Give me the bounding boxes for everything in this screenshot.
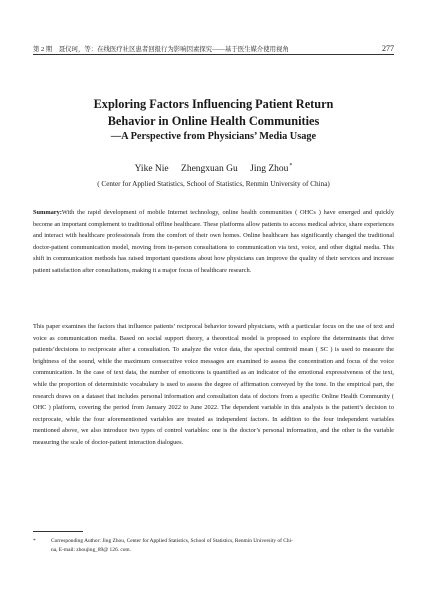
header-divider [33, 54, 394, 55]
author-name: Zhengxuan Gu [181, 164, 238, 175]
author-name: Yike Nie [134, 164, 169, 175]
summary-label: Summary: [33, 209, 62, 216]
corresponding-author-mark: * [289, 163, 293, 169]
affiliation: ( Center for Applied Statistics, School of Statistics, Renmin University of China) [97, 180, 330, 188]
paper-subtitle: —A Perspective from Physicians’ Media Usage [110, 131, 317, 142]
header-author: 聂仪珂，等： [58, 46, 98, 53]
header-running-title: 在线医疗社区患者回报行为影响因素探究——基于医生媒介使用视角 [97, 46, 289, 53]
title-line-2: Behavior in Online Health Communities [107, 114, 320, 128]
author-list [0, 163, 427, 174]
running-header-left [33, 44, 289, 53]
issue-label: 第 2 期 [33, 46, 53, 53]
footnote-mark: * [33, 538, 36, 544]
footnote-line-1 [33, 537, 394, 546]
footnote-line-2: na, E-mail: zhoujing_89@ 126. com. [51, 546, 131, 553]
body-paragraph: This paper examines the factors that influence patients’ reciprocal behavior toward physicians, with a particular focus on the use of text and voice as communication media. Based on social support theory, a theoretical model is proposed to explore the determinants that drive patients’decisions to reciprocate after a consultation. To analyze the voice data, the spectral centroid mean ( SC ) is used to measure the brightness of the sound, while the maximum consecutive voice messages are examined to assess the concentration and focus of the voice communication. In the case of text data, the number of emoticons is quantified as an indicator of the emotional expressiveness of the text, while the proportion of deterministic vocabulary is used to assess the degree of affirmation conveyed by the tone. In the empirical part, the research draws on a dataset that includes personal information and consultation data of doctors from a specific Online Health Community ( OHC ) platform, covering the period from January 2022 to June 2022. The dependent variable in this analysis is the patient’s decision to reciprocate, while the four aforementioned variables are treated as independent factors. In addition to the four independent variables mentioned above, we also introduce two types of control variables: one is the doctor’s personal information, and the other is the variable measuring the scale of doctor-patient interaction dialogues. [33, 323, 394, 446]
footnote [33, 537, 394, 554]
footnote-text-1: Corresponding Author: Jing Zhou, Center for Applied Statistics, School of Statistics, Renmin University of Chi- [51, 538, 293, 544]
paper-title [0, 96, 427, 130]
title-line-1: Exploring Factors Influencing Patient Return [93, 97, 334, 111]
footnote-divider [33, 531, 83, 532]
author-name [250, 164, 292, 174]
author-name-text: Jing Zhou [250, 164, 289, 175]
summary-paragraph [33, 207, 394, 277]
running-header [33, 44, 394, 53]
summary-text: With the rapid development of mobile Internet technology, online health communities ( OHCs ) have emerged and quickly become an important complement to traditional offline healthcare. These platforms allow patients to access medical advice, share experiences and interact with healthcare professionals from the comfort of their own homes. Online healthcare has significantly changed the traditional doctor-patient communication model, moving from in-person consultations to communication via text, voice, and other digital media. This shift in communication methods has raised important questions about how physicians can improve the quality of their services and increase patient satisfaction after consultations, making it a major focus of healthcare research. [33, 209, 394, 274]
page-number: 277 [382, 44, 394, 53]
